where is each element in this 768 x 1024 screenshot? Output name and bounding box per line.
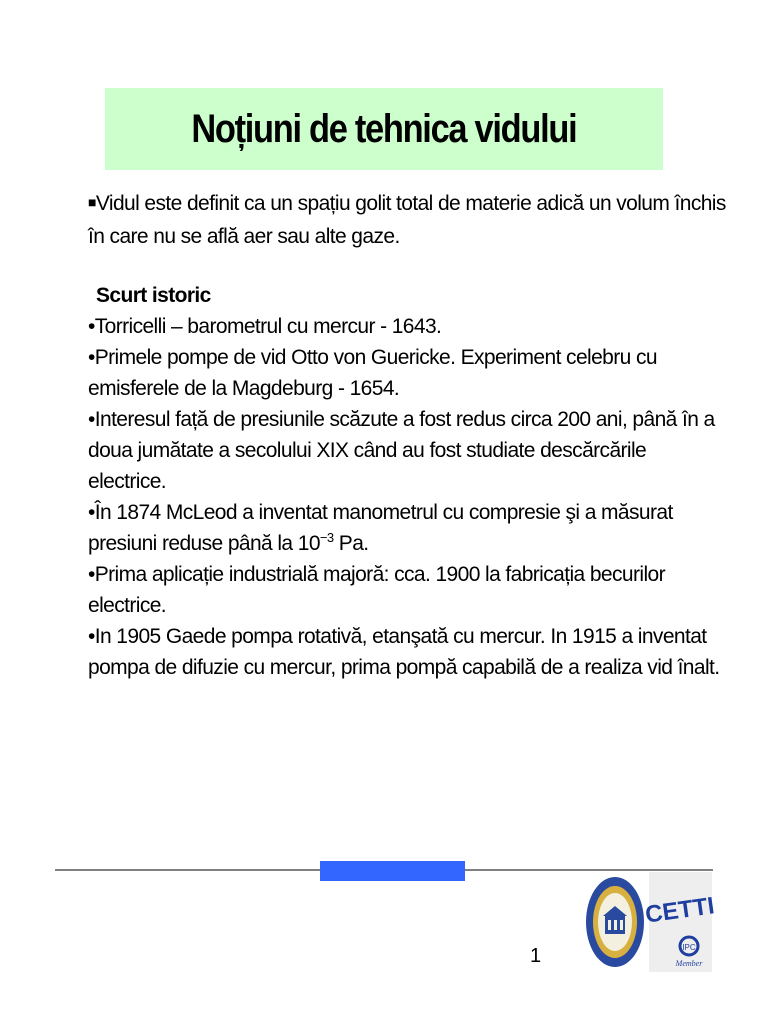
cetti-logo	[643, 872, 716, 972]
slide-title: Noțiuni de tehnica vidului	[191, 106, 577, 151]
history-item: •Interesul față de presiunile scăzute a fost redus circa 200 ani, până în a doua jumătate a secolului XIX când au fost studiate descărcările electrice.	[88, 408, 715, 493]
svg-text:Member: Member	[675, 959, 703, 968]
mcleod-unit: Pa.	[333, 532, 369, 555]
definition-paragraph	[88, 188, 728, 252]
definition-text: Vidul este definit ca un spațiu golit total de materie adică un volum închis în care nu se află aer sau alte gaze.	[88, 192, 726, 248]
page-number: 1	[530, 945, 542, 967]
history-item: •Primele pompe de vid Otto von Guericke. Experiment celebru cu emisferele de la Magdeburg - 1654.	[88, 346, 657, 400]
mcleod-text: •În 1874 McLeod a inventat manometrul cu compresie şi a măsurat presiuni reduse până la 10	[88, 501, 673, 555]
history-item: •Torricelli – barometrul cu mercur - 1643.	[88, 315, 442, 338]
university-seal-logo	[583, 872, 647, 972]
history-item: •In 1905 Gaede pompa rotativă, etanşată cu mercur. In 1915 a inventat pompa de difuzie cu mercur, prima pompă capabilă de a realiza vid înalt.	[88, 625, 720, 679]
title-banner	[105, 88, 663, 170]
square-bullet-icon: ■	[88, 194, 96, 210]
history-heading: Scurt istoric	[96, 284, 211, 307]
slide-content	[88, 188, 728, 683]
exponent: −3	[319, 530, 334, 545]
history-item: •Prima aplicație industrială majoră: cca. 1900 la fabricația becurilor electrice.	[88, 563, 665, 617]
history-item-mcleod	[88, 497, 728, 559]
svg-text:IPC: IPC	[682, 943, 696, 952]
svg-text:CETTI: CETTI	[643, 892, 716, 929]
footer-accent-bar	[320, 861, 465, 881]
